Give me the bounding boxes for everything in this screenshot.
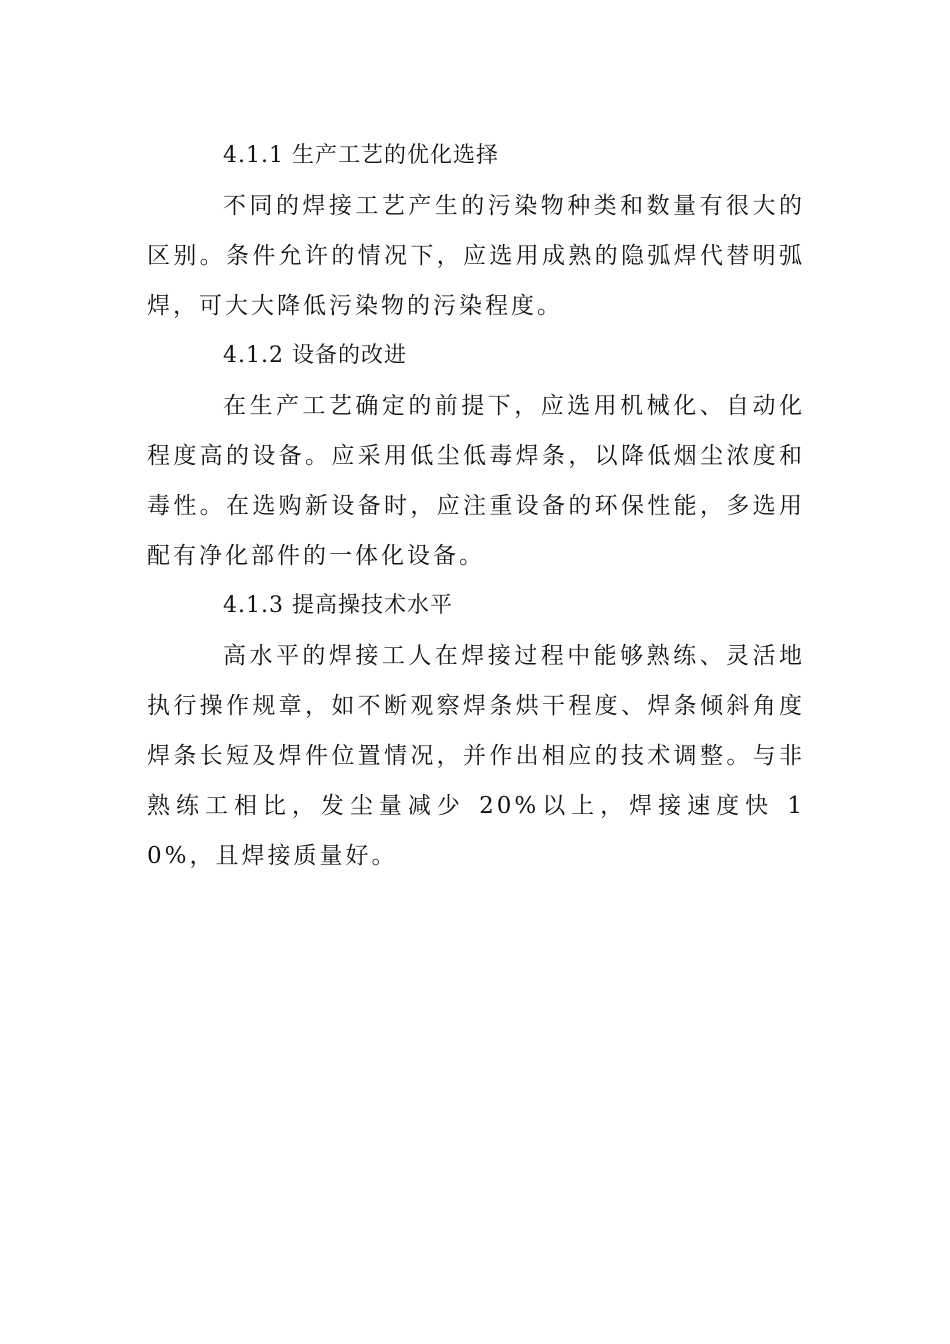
section-paragraph-4-1-2: 在生产工艺确定的前提下，应选用机械化、自动化程度高的设备。应采用低尘低毒焊条，以降低烟尘浓度和毒性。在选购新设备时，应注重设备的环保性能，多选用配有净化部件的一体化设备。 — [147, 393, 805, 569]
section-heading-4-1-3: 4.1.3 提高操技术水平 — [223, 593, 453, 618]
document-body — [147, 131, 805, 881]
section-heading-4-1-1: 4.1.1 生产工艺的优化选择 — [223, 143, 499, 168]
section-paragraph-4-1-3: 高水平的焊接工人在焊接过程中能够熟练、灵活地执行操作规章，如不断观察焊条烘干程度、焊条倾斜角度焊条长短及焊件位置情况，并作出相应的技术调整。与非熟练工相比，发尘量减少 20%以上，焊接速度快 10%，且焊接质量好。 — [147, 643, 805, 869]
section-paragraph-4-1-1: 不同的焊接工艺产生的污染物种类和数量有很大的区别。条件允许的情况下，应选用成熟的隐弧焊代替明弧焊，可大大降低污染物的污染程度。 — [147, 193, 805, 319]
section-heading-4-1-2: 4.1.2 设备的改进 — [223, 343, 407, 368]
